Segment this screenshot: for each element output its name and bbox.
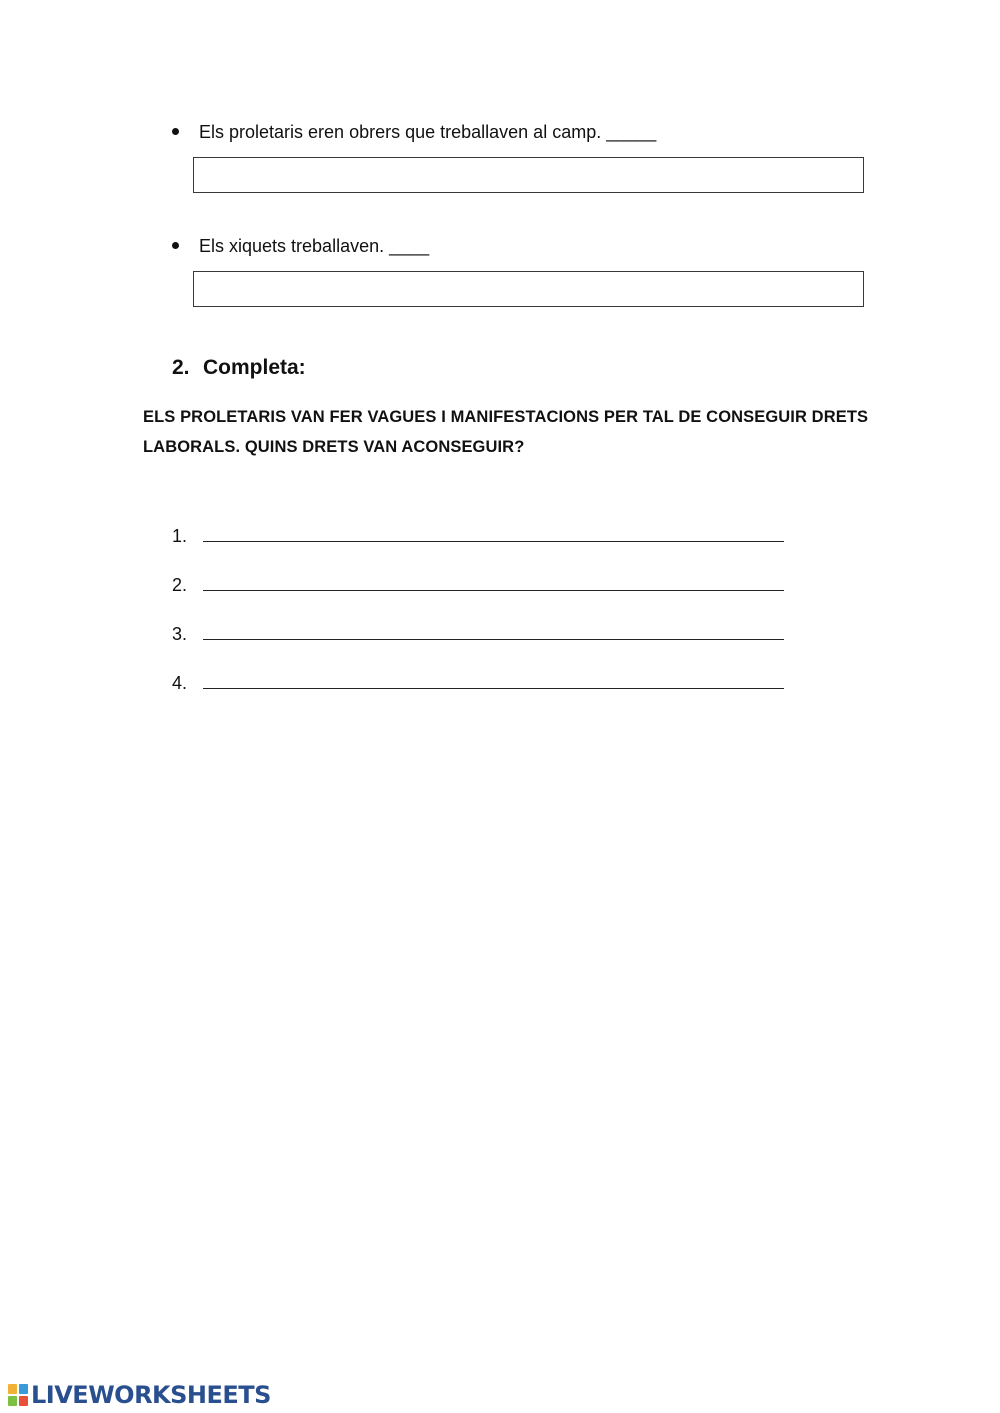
bullet-icon bbox=[172, 128, 179, 135]
statement-text: Els proletaris eren obrers que treballaven al camp. _____ bbox=[199, 122, 657, 142]
section-number: 2. bbox=[172, 356, 190, 379]
logo-block bbox=[8, 1384, 17, 1394]
answer-blank[interactable] bbox=[203, 573, 784, 591]
true-false-item bbox=[172, 121, 656, 143]
numbered-answer-line bbox=[172, 671, 784, 694]
numbered-answer-line bbox=[172, 622, 784, 645]
line-number: 1. bbox=[172, 526, 188, 546]
section-title-text: Completa: bbox=[203, 356, 306, 379]
answer-blank[interactable] bbox=[203, 622, 784, 640]
section-title bbox=[172, 355, 306, 381]
numbered-answer-line bbox=[172, 573, 784, 596]
logo-grid-icon bbox=[8, 1384, 28, 1406]
logo-text: LIVEWORKSHEETS bbox=[31, 1381, 271, 1409]
liveworksheets-logo bbox=[8, 1381, 271, 1409]
numbered-answer-line bbox=[172, 524, 784, 547]
statement-text: Els xiquets treballaven. ____ bbox=[199, 236, 430, 256]
bullet-icon bbox=[172, 242, 179, 249]
question-text: ELS PROLETARIS VAN FER VAGUES I MANIFESTACIONS PER TAL DE CONSEGUIR DRETS LABORALS. QUINS DRETS VAN ACONSEGUIR? bbox=[143, 408, 869, 456]
line-number: 3. bbox=[172, 624, 188, 644]
logo-block bbox=[19, 1396, 28, 1406]
answer-blank[interactable] bbox=[203, 671, 784, 689]
answer-input-box[interactable] bbox=[193, 157, 864, 193]
logo-block bbox=[19, 1384, 28, 1394]
answer-input-box[interactable] bbox=[193, 271, 864, 307]
logo-block bbox=[8, 1396, 17, 1406]
true-false-item bbox=[172, 235, 429, 257]
line-number: 2. bbox=[172, 575, 188, 595]
line-number: 4. bbox=[172, 673, 188, 693]
answer-blank[interactable] bbox=[203, 524, 784, 542]
